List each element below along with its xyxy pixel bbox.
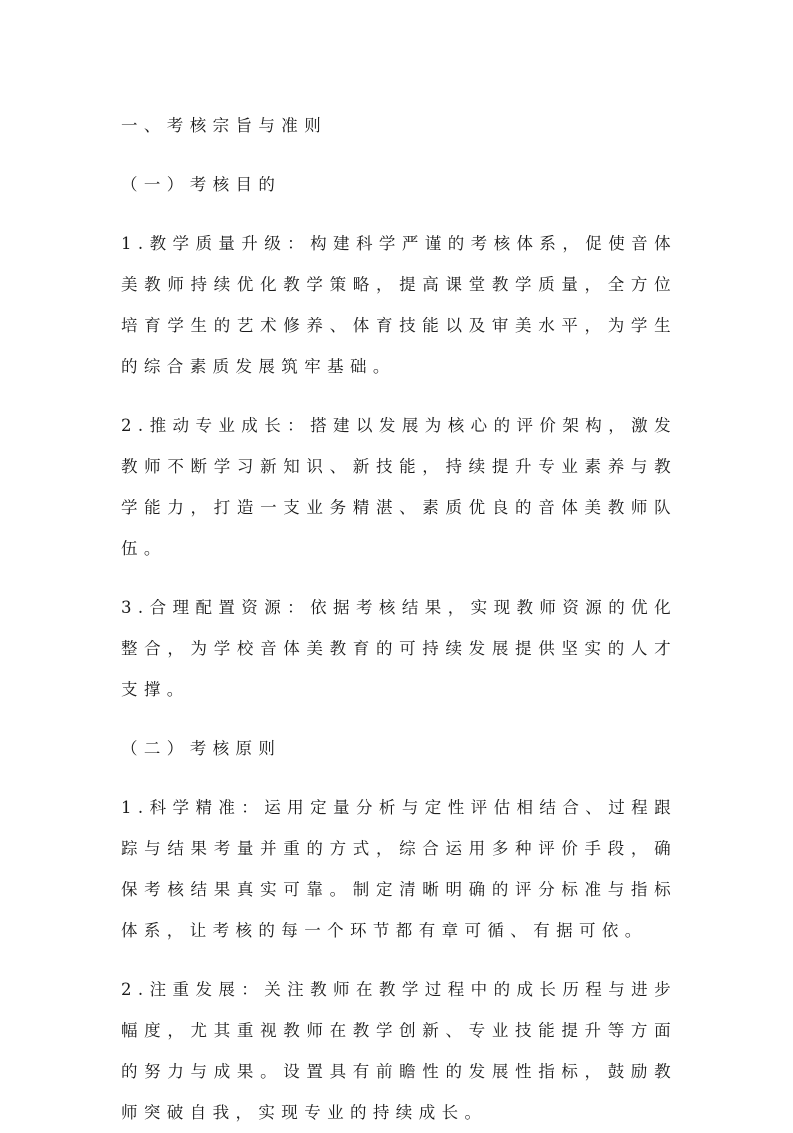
spacer: [121, 387, 677, 405]
spacer: [121, 205, 677, 223]
spacer: [121, 569, 677, 587]
spacer: [121, 710, 677, 728]
purpose-item-2: 2.推动专业成长：搭建以发展为核心的评价架构，激发教师不断学习新知识、新技能，持续提升专业素养与教学能力，打造一支业务精湛、素质优良的音体美教师队伍。: [121, 416, 677, 558]
spacer: [121, 146, 677, 164]
section-title: 一、考核宗旨与准则: [121, 116, 328, 135]
purpose-item-1: 1.教学质量升级：构建科学严谨的考核体系，促使音体美教师持续优化教学策略，提高课堂教学质量，全方位培育学生的艺术修养、体育技能以及审美水平，为学生的综合素质发展筑牢基础。: [121, 234, 677, 376]
subsection-title-purpose: （一）考核目的: [121, 175, 282, 194]
spacer: [121, 769, 677, 787]
subsection-title-principles: （二）考核原则: [121, 739, 282, 758]
purpose-item-3: 3.合理配置资源：依据考核结果，实现教师资源的优化整合，为学校音体美教育的可持续发展提供坚实的人才支撑。: [121, 598, 677, 699]
spacer: [121, 951, 677, 969]
document-page: [121, 105, 677, 1133]
principle-item-2: 2.注重发展：关注教师在教学过程中的成长历程与进步幅度，尤其重视教师在教学创新、专业技能提升等方面的努力与成果。设置具有前瞻性的发展性指标，鼓励教师突破自我，实现专业的持续成长。: [121, 980, 677, 1122]
principle-item-1: 1.科学精准：运用定量分析与定性评估相结合、过程跟踪与结果考量并重的方式，综合运用多种评价手段，确保考核结果真实可靠。制定清晰明确的评分标准与指标体系，让考核的每一个环节都有章可循、有据可依。: [121, 798, 677, 940]
